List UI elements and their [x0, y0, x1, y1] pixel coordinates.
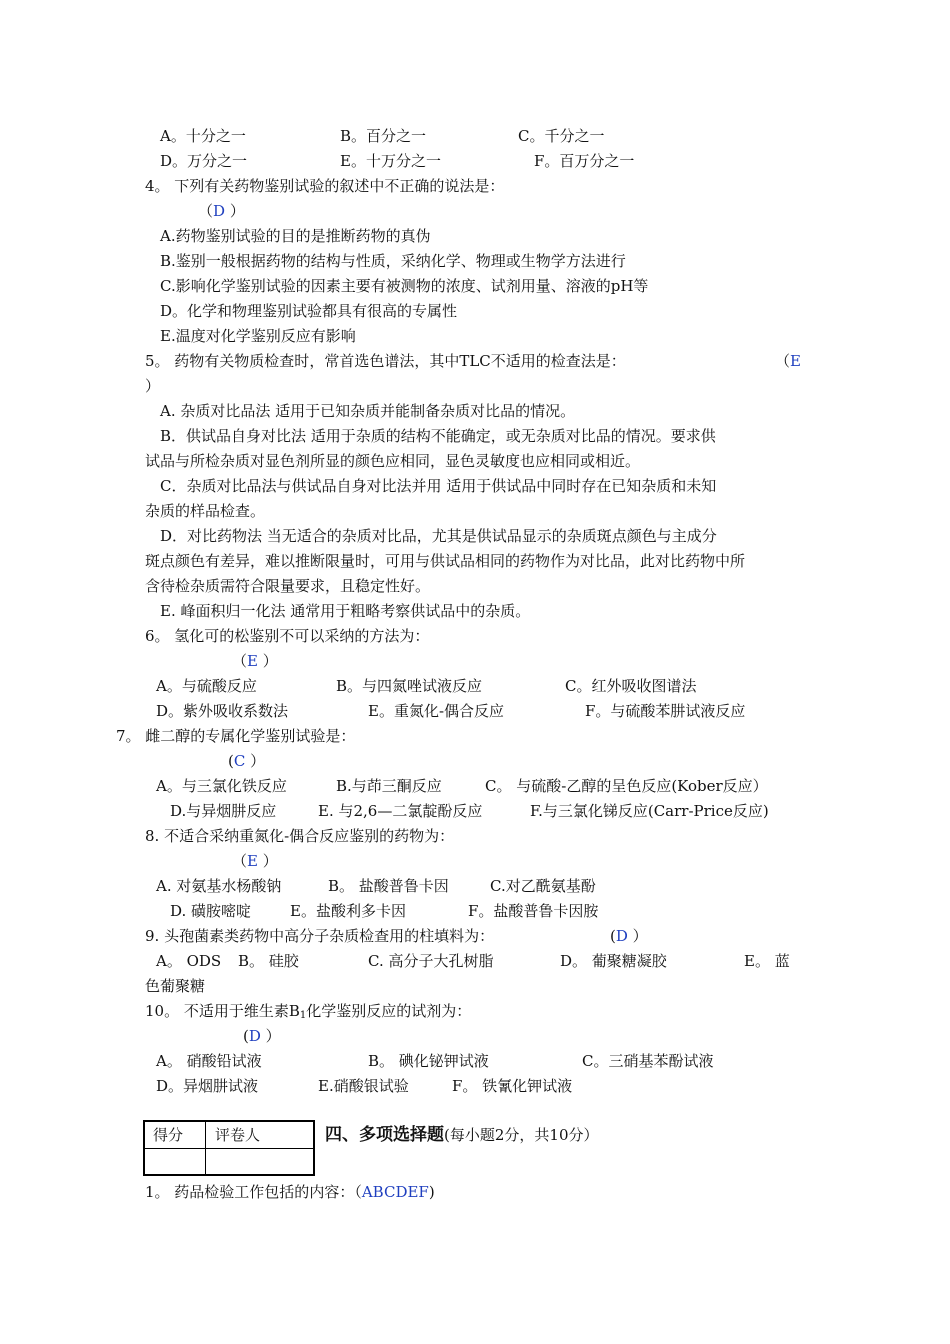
- q7-option-f: F.与三氯化锑反应(Carr-Price反应): [530, 802, 769, 820]
- section-heading: [325, 1124, 598, 1146]
- q10-option-a: A。 硝酸铅试液: [156, 1052, 262, 1070]
- q8-stem: 8. 不适合采纳重氮化-偶合反应鉴别的药物为：: [145, 827, 455, 845]
- mq1-answer-close: ): [428, 1183, 435, 1201]
- q4-answer-line: [198, 201, 245, 221]
- q3-option-a: A。十分之一: [160, 127, 246, 145]
- mq1-answer: ABCDEF: [361, 1183, 429, 1201]
- score-header: 得分: [153, 1126, 184, 1144]
- q9-answer-close: ）: [627, 927, 648, 945]
- q10-option-e: E.硝酸银试验: [318, 1077, 409, 1095]
- q3-option-c: C。千分之一: [518, 127, 605, 145]
- q10-stem-pre: 10。 不适用于维生素B: [145, 1002, 300, 1020]
- q7-answer-close: ）: [245, 752, 266, 770]
- q10-option-c: C。三硝基苯酚试液: [582, 1052, 714, 1070]
- score-table-divider-h: [145, 1148, 313, 1149]
- q10-answer-close: ）: [260, 1027, 281, 1045]
- q9-answer-line: [610, 926, 648, 946]
- q5-answer: [775, 351, 801, 371]
- q3-option-f: F。百万分之一: [534, 152, 635, 170]
- q8-option-d: D. 磺胺嘧啶: [170, 902, 252, 920]
- mq1-answer-open: （: [354, 1183, 362, 1201]
- q8-option-b: B。 盐酸普鲁卡因: [328, 877, 449, 895]
- q8-option-a: A. 对氨基水杨酸钠: [156, 877, 282, 895]
- q7-option-e: E. 与2,6—二氯靛酚反应: [318, 802, 483, 820]
- q4-option-a: A.药物鉴别试验的目的是推断药物的真伪: [160, 227, 431, 245]
- q8-answer-close: ）: [257, 852, 278, 870]
- q5-option-a: A. 杂质对比品法 适用于已知杂质并能制备杂质对比品的情况。: [160, 402, 576, 420]
- q5-option-b-cont: 试品与所检杂质对显色剂所显的颜色应相同，显色灵敏度也应相同或相近。: [145, 452, 641, 470]
- q5-answer-letter: E: [790, 352, 801, 370]
- q10-option-d: D。异烟肼试液: [156, 1077, 259, 1095]
- q7-answer-open: (: [228, 752, 234, 770]
- q9-option-a: A。 ODS: [156, 952, 222, 970]
- q10-answer: D: [248, 1027, 261, 1045]
- q8-option-f: F。盐酸普鲁卡因胺: [468, 902, 599, 920]
- section-note: (每小题2分，共10分）: [444, 1126, 599, 1144]
- q5-option-d: D．对比药物法 当无适合的杂质对比品，尤其是供试品显示的杂质斑点颜色与主成分: [160, 527, 717, 545]
- q4-option-d: D。化学和物理鉴别试验都具有很高的专属性: [160, 302, 458, 320]
- q6-option-f: F。与硫酸苯肼试液反应: [585, 702, 746, 720]
- mq1-stem: 1。 药品检验工作包括的内容：: [145, 1183, 355, 1201]
- grader-header: 评卷人: [215, 1126, 261, 1144]
- q10-option-b: B。 碘化铋钾试液: [368, 1052, 489, 1070]
- q5-option-b: B．供试品自身对比法 适用于杂质的结构不能确定，或无杂质对比品的情况。要求供: [160, 427, 716, 445]
- q4-option-c: C.影响化学鉴别试验的因素主要有被测物的浓度、试剂用量、溶液的pH等: [160, 277, 649, 295]
- q5-option-e: E. 峰面积归一化法 通常用于粗略考察供试品中的杂质。: [160, 602, 531, 620]
- q7-option-d: D.与异烟肼反应: [170, 802, 277, 820]
- score-table: [143, 1120, 315, 1176]
- q3-option-b: B。百分之一: [340, 127, 427, 145]
- q10-stem-post: 化学鉴别反应的试剂为：: [306, 1002, 472, 1020]
- q9-answer: D: [615, 927, 628, 945]
- q9-option-b: B。 硅胶: [238, 952, 299, 970]
- q7-option-c: C。 与硫酸-乙醇的呈色反应(Kober反应）: [485, 777, 768, 795]
- q8-answer-line: [232, 851, 278, 871]
- q7-answer-line: [228, 751, 265, 771]
- q7-stem: 7。 雌二醇的专属化学鉴别试验是：: [116, 727, 356, 745]
- q5-option-d-cont2: 含待检杂质需符合限量要求，且稳定性好。: [145, 577, 431, 595]
- section-title: 四、多项选择题: [325, 1125, 444, 1145]
- q5-option-c-cont: 杂质的样品检查。: [145, 502, 266, 520]
- q4-stem: 4。 下列有关药物鉴别试验的叙述中不正确的说法是：: [145, 177, 505, 195]
- q10-stem-sub: 1: [299, 1010, 307, 1021]
- q10-option-f: F。 铁氰化钾试液: [452, 1077, 573, 1095]
- q4-answer-close: ）: [225, 202, 245, 220]
- q8-answer: E: [247, 852, 258, 870]
- q8-option-c: C.对乙酰氨基酚: [490, 877, 596, 895]
- q5-option-d-cont1: 斑点颜色有差异，难以推断限量时，可用与供试品相同的药物作为对比品，此对比药物中所: [145, 552, 746, 570]
- q7-option-b: B.与茚三酮反应: [336, 777, 442, 795]
- q10-answer-line: [243, 1026, 281, 1046]
- q9-answer-open: (: [610, 927, 616, 945]
- q4-answer-open: （: [198, 202, 214, 220]
- q5-answer-close: ）: [145, 377, 161, 395]
- q5-answer-open: （: [775, 352, 791, 370]
- q9-option-e-cont: 色葡聚糖: [145, 977, 206, 995]
- q9-option-e: E。 蓝: [744, 952, 790, 970]
- q6-answer-close: ）: [257, 652, 278, 670]
- q6-option-b: B。与四氮唑试液反应: [336, 677, 483, 695]
- q6-answer-open: （: [232, 652, 248, 670]
- q5-option-c: C．杂质对比品法与供试品自身对比法并用 适用于供试品中同时存在已知杂质和未知: [160, 477, 717, 495]
- q10-stem: [145, 1001, 471, 1026]
- q4-answer: D: [213, 202, 226, 220]
- q7-option-a: A。与三氯化铁反应: [156, 777, 287, 795]
- q3-option-d: D。万分之一: [160, 152, 248, 170]
- q9-option-c: C. 高分子大孔树脂: [368, 952, 494, 970]
- q8-option-e: E。盐酸利多卡因: [290, 902, 406, 920]
- q6-stem: 6。 氢化可的松鉴别不可以采纳的方法为：: [145, 627, 430, 645]
- q4-option-e: E.温度对化学鉴别反应有影响: [160, 327, 356, 345]
- q6-option-e: E。重氮化-偶合反应: [368, 702, 505, 720]
- q5-stem: 5。 药物有关物质检查时，常首选色谱法，其中TLC不适用的检查法是：: [145, 352, 626, 370]
- q7-answer: C: [233, 752, 246, 770]
- q10-answer-open: (: [243, 1027, 249, 1045]
- q6-answer-line: [232, 651, 278, 671]
- q4-option-b: B.鉴别一般根据药物的结构与性质，采纳化学、物理或生物学方法进行: [160, 252, 626, 270]
- q8-answer-open: （: [232, 852, 248, 870]
- q6-option-d: D。紫外吸收系数法: [156, 702, 289, 720]
- q6-option-c: C。红外吸收图谱法: [565, 677, 697, 695]
- q6-option-a: A。与硫酸反应: [156, 677, 257, 695]
- q9-option-d: D。 葡聚糖凝胶: [560, 952, 667, 970]
- q9-stem: 9. 头孢菌素类药物中高分子杂质检查用的柱填料为：: [145, 927, 495, 945]
- q3-option-e: E。十万分之一: [340, 152, 441, 170]
- q6-answer: E: [247, 652, 258, 670]
- mq1-line: [145, 1182, 435, 1202]
